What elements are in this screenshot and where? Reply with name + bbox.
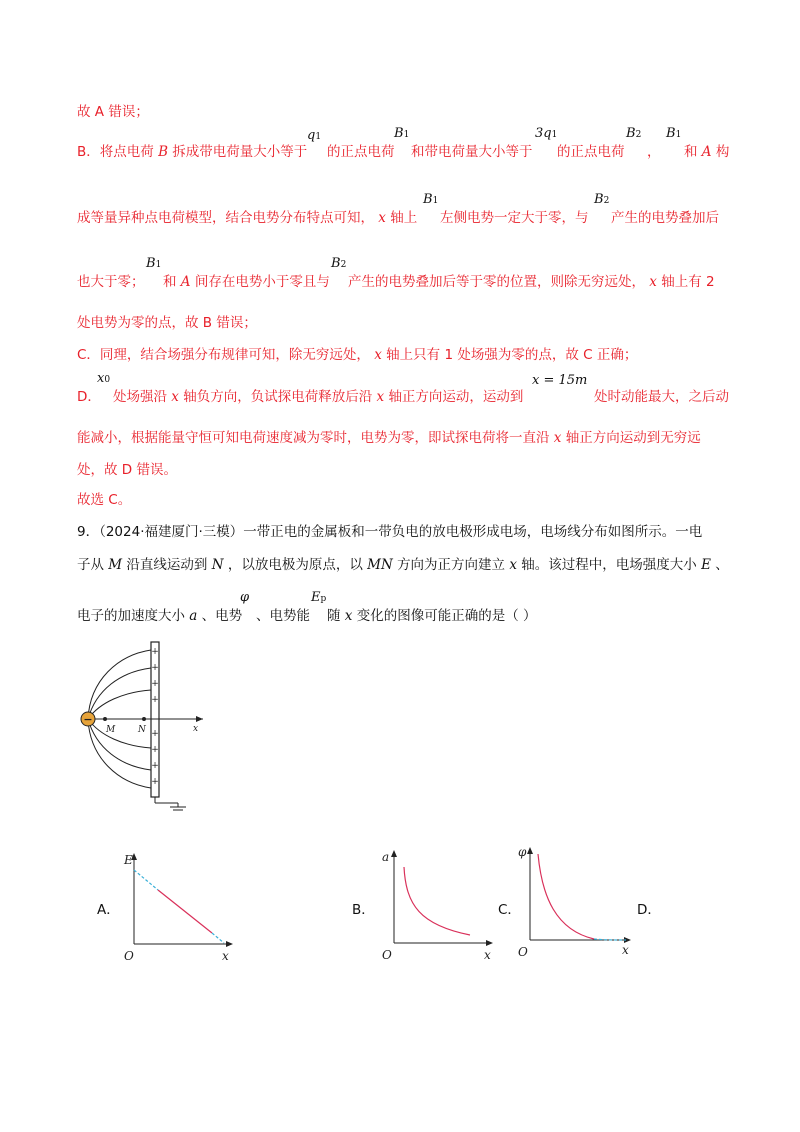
- ground-symbol: [155, 797, 186, 810]
- text: 轴上有 2: [661, 274, 715, 290]
- text: 间存在电势小于零且与: [194, 274, 330, 290]
- solution-line-d-4: [77, 426, 701, 446]
- solution-line-b-11: [163, 270, 330, 290]
- symbol-x: x: [553, 430, 562, 446]
- symbol-a: a: [189, 608, 198, 624]
- point-N: [142, 717, 146, 721]
- text: 故选 C。: [77, 492, 132, 508]
- svg-text:+: +: [151, 761, 159, 771]
- text: 方向为正方向建立: [397, 557, 506, 573]
- solution-line-b-2: [327, 140, 395, 160]
- graph-C: [516, 842, 636, 967]
- text: 轴正方向运动，运动到: [388, 389, 524, 405]
- solution-line-c: [77, 343, 637, 363]
- option-B[interactable]: B．: [352, 902, 375, 918]
- graph-A: [120, 850, 230, 975]
- solution-line-d-3: [594, 385, 729, 405]
- text: 故 A 错误；: [77, 104, 149, 120]
- solution-line-d-2: [113, 385, 523, 405]
- text: 和: [163, 274, 177, 290]
- solution-line-b-3: [411, 140, 533, 160]
- option-D[interactable]: D．: [637, 902, 661, 918]
- origin-label: O: [518, 945, 528, 959]
- solution-line-1: [77, 100, 149, 120]
- question-9-line-3c: [327, 604, 537, 624]
- text: 轴上只有 1 处场强为零的点，故 C 正确；: [386, 347, 638, 363]
- text: 9．（2024·福建厦门·三模）一带正电的金属板和一带负电的放电极形成电场，电场线分布如图所示。一电: [77, 524, 703, 540]
- text: 也大于零；: [77, 274, 145, 290]
- text: 、电势能: [256, 608, 310, 624]
- text: B．将点电荷: [77, 144, 154, 160]
- text: 随: [327, 608, 341, 624]
- symbol-phi: φ: [240, 590, 250, 605]
- equation-B2: B2: [626, 126, 642, 141]
- y-axis-arrow: [527, 847, 533, 854]
- symbol-A: A: [180, 274, 191, 290]
- graph-B: [380, 845, 500, 970]
- origin-label: O: [382, 948, 392, 962]
- symbol-M: M: [108, 557, 123, 573]
- x-axis-arrow: [226, 941, 233, 947]
- graph-line-dashed: [134, 870, 158, 890]
- symbol-A: A: [701, 144, 712, 160]
- text: 电子的加速度大小: [77, 608, 185, 624]
- solution-line-b-7: [77, 206, 417, 226]
- point-M: [103, 717, 107, 721]
- electrode-sign: −: [83, 713, 93, 726]
- graph-curve: [404, 867, 470, 935]
- text: 构: [715, 144, 730, 160]
- text: 拆成带电荷量大小等于: [172, 144, 308, 160]
- solution-line-b-1: [77, 140, 307, 160]
- svg-text:+: +: [151, 729, 159, 739]
- svg-text:+: +: [151, 647, 159, 657]
- equation-3q1: 3q1: [535, 126, 558, 141]
- label-M: M: [106, 725, 116, 735]
- equation-q1: q1: [307, 128, 322, 143]
- symbol-x: x: [649, 274, 657, 290]
- svg-text:+: +: [151, 745, 159, 755]
- equation-B2b: B2: [594, 192, 610, 207]
- text: 轴。该过程中，电场强度大小: [521, 557, 697, 573]
- symbol-B: B: [158, 144, 168, 160]
- symbol-N: N: [211, 557, 224, 573]
- y-label: a: [382, 850, 390, 864]
- equation-B1c: B1: [423, 192, 439, 207]
- equation-x-15m: x = 15m: [532, 373, 588, 388]
- text: 产生的电势叠加后: [611, 210, 719, 226]
- solution-line-b-12: [348, 270, 715, 290]
- text: 沿直线运动到: [126, 557, 208, 573]
- solution-line-b-10: [77, 270, 145, 290]
- text: 变化的图像可能正确的是（ ）: [356, 608, 537, 624]
- option-C[interactable]: C．: [498, 902, 521, 918]
- x-label: x: [484, 948, 491, 962]
- text: 处场强沿: [113, 389, 167, 405]
- equation-x0: x0: [97, 371, 111, 386]
- graph-line: [158, 890, 212, 933]
- solution-line-d-1: [77, 385, 101, 405]
- symbol-E: E: [701, 557, 711, 573]
- text: 成等量异种点电荷模型，结合电势分布特点可知，: [77, 210, 374, 226]
- option-A[interactable]: A．: [97, 902, 120, 918]
- solution-line-b-5: [647, 140, 661, 160]
- symbol-x: x: [374, 347, 382, 363]
- text: 和: [684, 144, 698, 160]
- text: 处电势为零的点，故 B 错误；: [77, 315, 257, 331]
- svg-text:+: +: [151, 663, 159, 673]
- label-N: N: [138, 725, 146, 735]
- text: 轴正方向运动到无穷远: [565, 430, 701, 446]
- text: 的正点电荷: [557, 144, 625, 160]
- text: 子从: [77, 557, 104, 573]
- origin-label: O: [124, 949, 134, 963]
- y-axis-arrow: [391, 850, 397, 857]
- equation-B1b: B1: [666, 126, 682, 141]
- text: 处，故 D 错误。: [77, 462, 177, 478]
- text: 、: [715, 557, 729, 573]
- text: 产生的电势叠加后等于零的位置，则除无穷远处，: [348, 274, 645, 290]
- solution-line-b-8: [440, 206, 589, 226]
- symbol-x: x: [376, 389, 385, 405]
- y-label: E: [124, 853, 133, 867]
- symbol-x: x: [378, 210, 386, 226]
- text: 轴负方向，负试探电荷释放后沿: [183, 389, 373, 405]
- label-x: x: [193, 724, 199, 734]
- text: 和带电荷量大小等于: [411, 144, 533, 160]
- x-label: x: [622, 943, 629, 957]
- equation-B1: B1: [394, 126, 410, 141]
- text: 轴上: [390, 210, 418, 226]
- solution-line-d-5: [77, 458, 177, 478]
- graph-curve: [538, 854, 594, 939]
- solution-line-b-9: [611, 206, 719, 226]
- text: C．同理，结合场强分布规律可知，除无穷远处，: [77, 347, 370, 363]
- svg-text:+: +: [151, 679, 159, 689]
- text: ，: [647, 144, 661, 160]
- solution-line-b-13: [77, 311, 257, 331]
- svg-text:+: +: [151, 695, 159, 705]
- solution-line-b-4: [557, 140, 625, 160]
- text: 的正点电荷: [327, 144, 395, 160]
- symbol-x: x: [344, 608, 353, 624]
- equation-B1d: B1: [146, 256, 162, 271]
- text: 处时动能最大，之后动: [594, 389, 729, 405]
- x-axis-arrow: [196, 716, 203, 722]
- svg-text:+: +: [151, 777, 159, 787]
- text: D．: [77, 389, 101, 405]
- question-9-line-1: [77, 520, 702, 540]
- y-label: φ: [518, 845, 527, 859]
- text: 、电势: [201, 608, 243, 624]
- symbol-MN: MN: [367, 557, 393, 573]
- graph-line-dashed: [212, 933, 224, 943]
- text: ，以放电极为原点，以: [227, 557, 363, 573]
- solution-answer: [77, 488, 131, 508]
- symbol-x: x: [171, 389, 179, 405]
- question-9-line-3b: [256, 604, 310, 624]
- text: 能减小，根据能量守恒可知电荷速度减为零时，电势为零，即试探电荷将一直沿: [77, 430, 550, 446]
- electric-field-diagram: [78, 640, 208, 810]
- symbol-x: x: [509, 557, 517, 573]
- symbol-Ep: Ep: [311, 590, 327, 605]
- equation-B2c: B2: [331, 256, 347, 271]
- x-label: x: [222, 949, 229, 963]
- text: 左侧电势一定大于零，与: [440, 210, 589, 226]
- solution-line-b-6: [684, 140, 729, 160]
- x-axis-arrow: [486, 940, 493, 946]
- question-9-line-3: [77, 604, 242, 624]
- question-9-line-2: [77, 553, 729, 573]
